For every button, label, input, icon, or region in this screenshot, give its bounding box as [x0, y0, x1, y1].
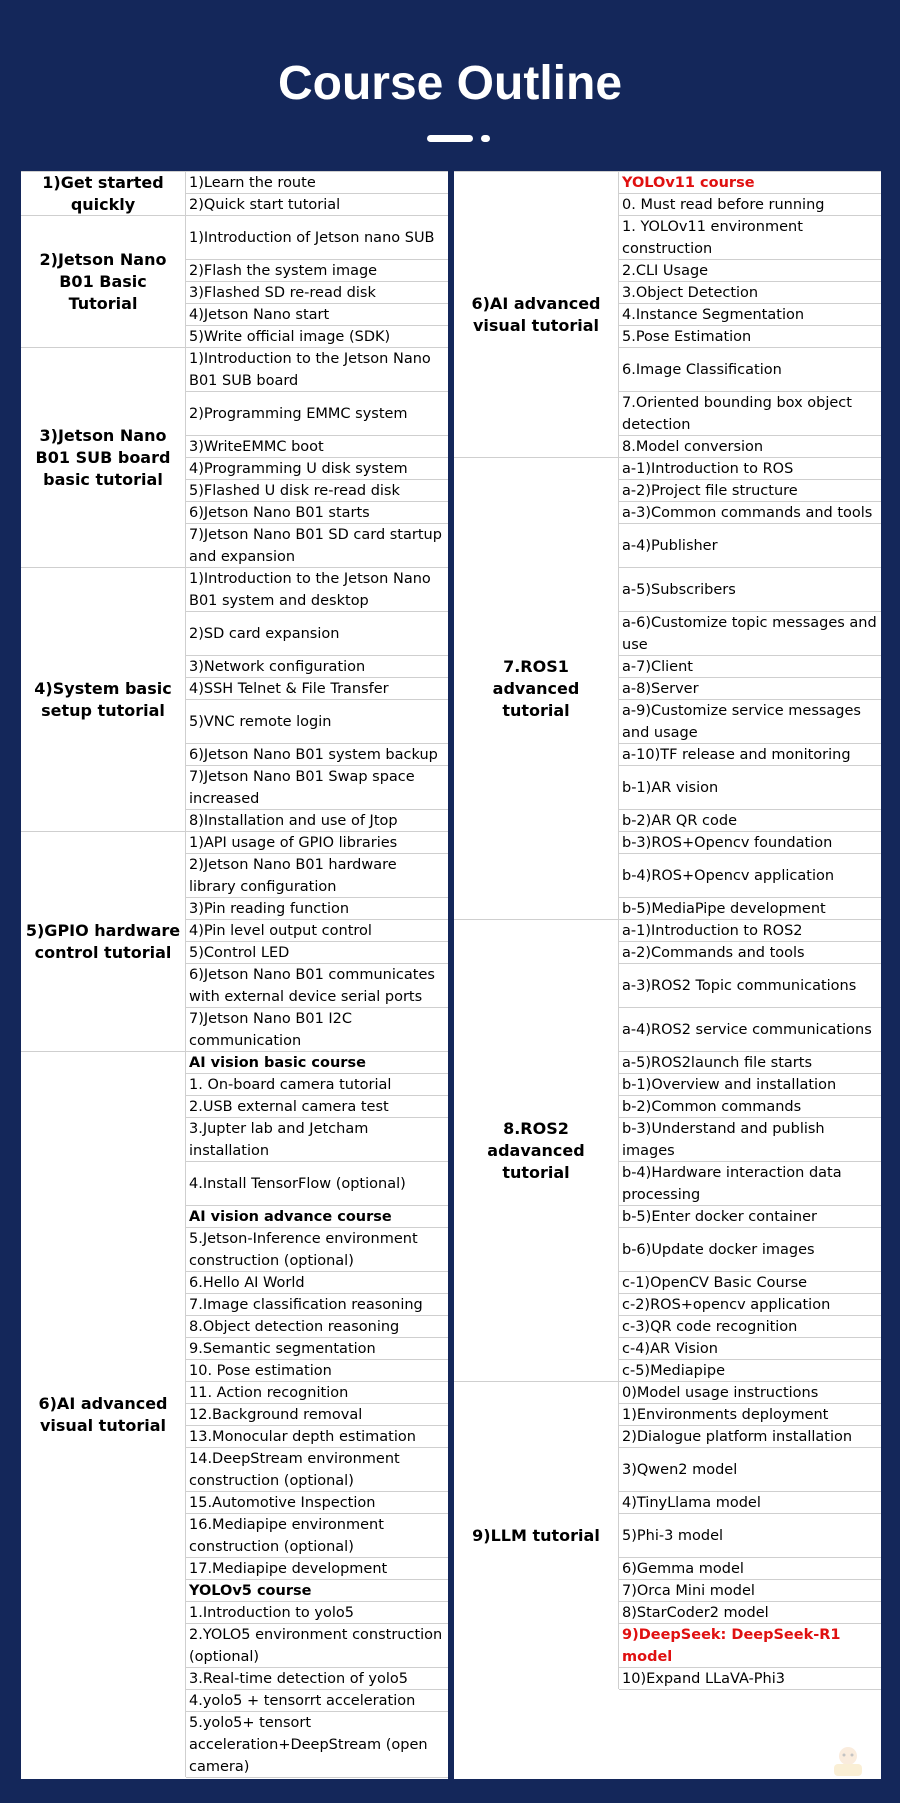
list-item: 12.Background removal	[186, 1404, 448, 1426]
list-item: 5.Jetson-Inference environment construction (optional)	[186, 1228, 448, 1272]
list-item: 1)API usage of GPIO libraries	[186, 832, 448, 854]
list-item: 1)Introduction of Jetson nano SUB	[186, 216, 448, 260]
list-item: 1)Introduction to the Jetson Nano B01 system and desktop	[186, 568, 448, 612]
section-label: 5)GPIO hardware control tutorial	[21, 832, 186, 1051]
section-items	[619, 920, 881, 1381]
list-item: 10. Pose estimation	[186, 1360, 448, 1382]
section-items	[619, 458, 881, 919]
list-item: 5.yolo5+ tensort acceleration+DeepStream (open camera)	[186, 1712, 448, 1778]
mascot-watermark-icon	[826, 1742, 870, 1782]
list-item: a-9)Customize service messages and usage	[619, 700, 881, 744]
header	[0, 0, 900, 170]
list-item: 14.DeepStream environment construction (optional)	[186, 1448, 448, 1492]
list-item: 16.Mediapipe environment construction (optional)	[186, 1514, 448, 1558]
list-item: YOLOv5 course	[186, 1580, 448, 1602]
list-item: b-2)AR QR code	[619, 810, 881, 832]
list-item: a-1)Introduction to ROS	[619, 458, 881, 480]
list-item: 7)Jetson Nano B01 Swap space increased	[186, 766, 448, 810]
list-item: AI vision advance course	[186, 1206, 448, 1228]
course-section	[454, 457, 881, 919]
list-item: 13.Monocular depth estimation	[186, 1426, 448, 1448]
list-item: 3.Object Detection	[619, 282, 881, 304]
list-item: a-2)Commands and tools	[619, 942, 881, 964]
list-item: 3)Qwen2 model	[619, 1448, 881, 1492]
list-item: 4.yolo5 + tensorrt acceleration	[186, 1690, 448, 1712]
list-item: 3)Network configuration	[186, 656, 448, 678]
list-item: 2.CLI Usage	[619, 260, 881, 282]
list-item: 2)Programming EMMC system	[186, 392, 448, 436]
list-item: c-4)AR Vision	[619, 1338, 881, 1360]
list-item: 1.Introduction to yolo5	[186, 1602, 448, 1624]
section-items	[619, 1382, 881, 1689]
list-item: b-1)Overview and installation	[619, 1074, 881, 1096]
page-title: Course Outline	[277, 57, 623, 110]
list-item: 11. Action recognition	[186, 1382, 448, 1404]
list-item: 6)Jetson Nano B01 communicates with external device serial ports	[186, 964, 448, 1008]
list-item: 10)Expand LLaVA-Phi3	[619, 1668, 881, 1690]
section-items	[186, 1052, 448, 1777]
list-item: a-3)ROS2 Topic communications	[619, 964, 881, 1008]
list-item: 3.Real-time detection of yolo5	[186, 1668, 448, 1690]
list-item: 2.YOLO5 environment construction (optional)	[186, 1624, 448, 1668]
list-item: 3)Pin reading function	[186, 898, 448, 920]
list-item: 4)TinyLlama model	[619, 1492, 881, 1514]
list-item: c-5)Mediapipe	[619, 1360, 881, 1382]
list-item: 2)Jetson Nano B01 hardware library configuration	[186, 854, 448, 898]
list-item: b-5)MediaPipe development	[619, 898, 881, 920]
list-item: 7)Jetson Nano B01 I2C communication	[186, 1008, 448, 1052]
list-item: a-4)Publisher	[619, 524, 881, 568]
course-section	[454, 919, 881, 1381]
list-item: a-7)Client	[619, 656, 881, 678]
section-items	[619, 172, 881, 457]
section-label: 3)Jetson Nano B01 SUB board basic tutorial	[21, 348, 186, 567]
list-item: 1)Learn the route	[186, 172, 448, 194]
list-item: 4)Programming U disk system	[186, 458, 448, 480]
list-item: c-2)ROS+opencv application	[619, 1294, 881, 1316]
list-item: 6.Image Classification	[619, 348, 881, 392]
course-section	[21, 1051, 448, 1777]
list-item: b-3)ROS+Opencv foundation	[619, 832, 881, 854]
list-item: 9)DeepSeek: DeepSeek-R1 model	[619, 1624, 881, 1668]
left-course-table	[21, 171, 448, 1779]
list-item: 8.Object detection reasoning	[186, 1316, 448, 1338]
right-course-table	[454, 171, 881, 1779]
list-item: 5.Pose Estimation	[619, 326, 881, 348]
list-item: 6.Hello AI World	[186, 1272, 448, 1294]
list-item: 8)Installation and use of Jtop	[186, 810, 448, 832]
list-item: 4)Jetson Nano start	[186, 304, 448, 326]
list-item: 8.Model conversion	[619, 436, 881, 458]
list-item: b-4)Hardware interaction data processing	[619, 1162, 881, 1206]
course-section	[21, 831, 448, 1051]
course-section	[454, 171, 881, 457]
list-item: a-5)ROS2launch file starts	[619, 1052, 881, 1074]
list-item: 4.Instance Segmentation	[619, 304, 881, 326]
list-item: 1)Environments deployment	[619, 1404, 881, 1426]
list-item: 3)WriteEMMC boot	[186, 436, 448, 458]
list-item: a-4)ROS2 service communications	[619, 1008, 881, 1052]
list-item: 3.Jupter lab and Jetcham installation	[186, 1118, 448, 1162]
section-items	[186, 216, 448, 347]
list-item: 2)Flash the system image	[186, 260, 448, 282]
section-label: 2)Jetson Nano B01 Basic Tutorial	[21, 216, 186, 347]
list-item: b-6)Update docker images	[619, 1228, 881, 1272]
list-item: 5)Phi-3 model	[619, 1514, 881, 1558]
section-label: 4)System basic setup tutorial	[21, 568, 186, 831]
list-item: a-10)TF release and monitoring	[619, 744, 881, 766]
section-items	[186, 348, 448, 567]
list-item: 9.Semantic segmentation	[186, 1338, 448, 1360]
section-items	[186, 832, 448, 1051]
title-underline-dot	[481, 135, 490, 142]
course-section	[21, 567, 448, 831]
list-item: 7)Jetson Nano B01 SD card startup and expansion	[186, 524, 448, 568]
list-item: 7.Oriented bounding box object detection	[619, 392, 881, 436]
list-item: 5)Flashed U disk re-read disk	[186, 480, 448, 502]
list-item: 7.Image classification reasoning	[186, 1294, 448, 1316]
list-item: 4)SSH Telnet & File Transfer	[186, 678, 448, 700]
course-section	[454, 1381, 881, 1689]
list-item: a-8)Server	[619, 678, 881, 700]
list-item: 4)Pin level output control	[186, 920, 448, 942]
list-item: 1)Introduction to the Jetson Nano B01 SUB board	[186, 348, 448, 392]
list-item: b-2)Common commands	[619, 1096, 881, 1118]
list-item: c-1)OpenCV Basic Course	[619, 1272, 881, 1294]
list-item: b-3)Understand and publish images	[619, 1118, 881, 1162]
list-item: 15.Automotive Inspection	[186, 1492, 448, 1514]
list-item: 6)Jetson Nano B01 system backup	[186, 744, 448, 766]
list-item: 17.Mediapipe development	[186, 1558, 448, 1580]
list-item: 3)Flashed SD re-read disk	[186, 282, 448, 304]
list-item: c-3)QR code recognition	[619, 1316, 881, 1338]
list-item: 0. Must read before running	[619, 194, 881, 216]
list-item: 1. YOLOv11 environment construction	[619, 216, 881, 260]
section-label: 6)AI advanced visual tutorial	[21, 1052, 186, 1777]
title-underline-bar	[427, 135, 473, 142]
course-section	[21, 171, 448, 215]
list-item: 2)Quick start tutorial	[186, 194, 448, 216]
list-item: 6)Gemma model	[619, 1558, 881, 1580]
section-label: 7.ROS1 advanced tutorial	[454, 458, 619, 919]
list-item: AI vision basic course	[186, 1052, 448, 1074]
list-item: 2)Dialogue platform installation	[619, 1426, 881, 1448]
list-item: 2.USB external camera test	[186, 1096, 448, 1118]
section-items	[186, 172, 448, 215]
list-item: b-4)ROS+Opencv application	[619, 854, 881, 898]
section-items	[186, 568, 448, 831]
list-item: 7)Orca Mini model	[619, 1580, 881, 1602]
section-label: 8.ROS2 adavanced tutorial	[454, 920, 619, 1381]
list-item: a-3)Common commands and tools	[619, 502, 881, 524]
list-item: b-1)AR vision	[619, 766, 881, 810]
list-item: 8)StarCoder2 model	[619, 1602, 881, 1624]
list-item: a-2)Project file structure	[619, 480, 881, 502]
list-item: 0)Model usage instructions	[619, 1382, 881, 1404]
section-label: 1)Get started quickly	[21, 172, 186, 215]
section-label: 9)LLM tutorial	[454, 1382, 619, 1689]
list-item: YOLOv11 course	[619, 172, 881, 194]
list-item: 6)Jetson Nano B01 starts	[186, 502, 448, 524]
list-item: 5)Control LED	[186, 942, 448, 964]
course-section	[21, 347, 448, 567]
section-label: 6)AI advanced visual tutorial	[454, 172, 619, 457]
list-item: 4.Install TensorFlow (optional)	[186, 1162, 448, 1206]
list-item: a-5)Subscribers	[619, 568, 881, 612]
list-item: 5)VNC remote login	[186, 700, 448, 744]
list-item: a-6)Customize topic messages and use	[619, 612, 881, 656]
list-item: a-1)Introduction to ROS2	[619, 920, 881, 942]
list-item: b-5)Enter docker container	[619, 1206, 881, 1228]
list-item: 5)Write official image (SDK)	[186, 326, 448, 348]
list-item: 1. On-board camera tutorial	[186, 1074, 448, 1096]
list-item: 2)SD card expansion	[186, 612, 448, 656]
course-section	[21, 215, 448, 347]
